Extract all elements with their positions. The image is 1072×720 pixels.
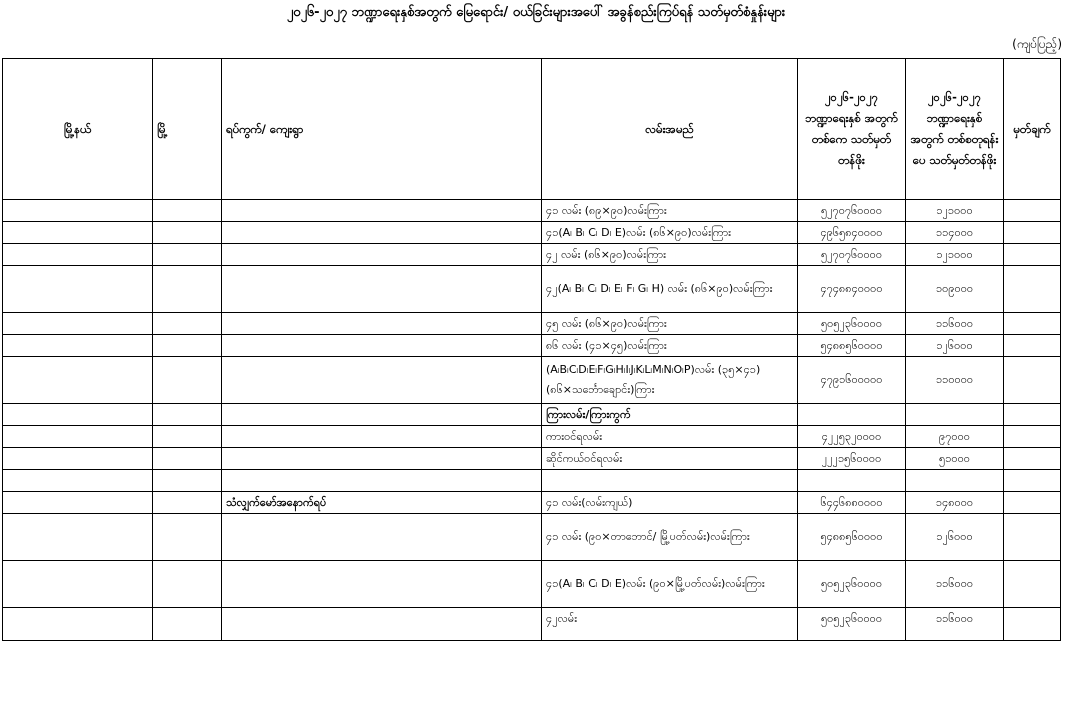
cell-value-per-unit: ၆၄၄၆၈၈၀၀၀၀ xyxy=(798,492,906,514)
cell-town xyxy=(153,404,222,426)
table-row xyxy=(3,313,1061,335)
cell-value-per-unit: ၅၂၇၀၇၆၀၀၀၀ xyxy=(798,244,906,266)
table-row xyxy=(3,448,1061,470)
cell-street: ကားဝင်ရလမ်း xyxy=(542,426,798,448)
header-town: မြို့ xyxy=(153,59,222,200)
cell-value-per-unit: ၅၀၅၂၃၆၀၀၀၀ xyxy=(798,608,906,641)
cell-street: ၈၆ လမ်း (၄၁×၄၅)လမ်းကြား xyxy=(542,335,798,357)
cell-ward xyxy=(222,357,542,404)
header-value-per-unit: ၂၀၂၆-၂၀၂၇ ဘဏ္ဍာရေးနှစ် အတွက် တစ်ကေ သတ်မှတ်တန်ဖိုး xyxy=(798,59,906,200)
cell-value-per-sqft: ၁၁၀၀၀၀ xyxy=(906,357,1004,404)
cell-value-per-sqft xyxy=(906,470,1004,492)
cell-value-per-sqft xyxy=(906,404,1004,426)
cell-value-per-sqft: ၁၀၉၀၀၀ xyxy=(906,266,1004,313)
cell-value-per-sqft: ၁၁၆၀၀၀ xyxy=(906,608,1004,641)
table-row xyxy=(3,514,1061,561)
cell-town xyxy=(153,448,222,470)
cell-remark xyxy=(1004,200,1061,222)
cell-value-per-unit: ၄၂၂၅၃၂၀၀၀၀ xyxy=(798,426,906,448)
cell-street: ၄၂(A၊ B၊ C၊ D၊ E၊ F၊ G၊ H) လမ်း (၈၆×၉၀)လမ်းကြား xyxy=(542,266,798,313)
cell-town xyxy=(153,244,222,266)
cell-remark xyxy=(1004,357,1061,404)
cell-township xyxy=(3,313,153,335)
cell-remark xyxy=(1004,335,1061,357)
cell-value-per-unit xyxy=(798,404,906,426)
cell-township xyxy=(3,222,153,244)
cell-remark xyxy=(1004,492,1061,514)
table-row xyxy=(3,561,1061,608)
cell-value-per-sqft: ၅၁၀၀၀ xyxy=(906,448,1004,470)
cell-ward: သံလျှက်မော်အနောက်ရပ် xyxy=(222,492,542,514)
cell-remark xyxy=(1004,404,1061,426)
cell-ward xyxy=(222,426,542,448)
cell-township xyxy=(3,561,153,608)
cell-value-per-sqft: ၁၂၁၀၀၀ xyxy=(906,200,1004,222)
table-row xyxy=(3,244,1061,266)
land-value-table xyxy=(2,58,1061,641)
cell-street: ၄၁ လမ်း (၉၀×တာဘောင်/ မြို့ပတ်လမ်း)လမ်းကြား xyxy=(542,514,798,561)
cell-ward xyxy=(222,313,542,335)
cell-remark xyxy=(1004,514,1061,561)
cell-town xyxy=(153,514,222,561)
cell-remark xyxy=(1004,608,1061,641)
cell-township xyxy=(3,266,153,313)
cell-town xyxy=(153,313,222,335)
header-ward: ရပ်ကွက်/ ကျေးရွာ xyxy=(222,59,542,200)
cell-remark xyxy=(1004,222,1061,244)
cell-ward xyxy=(222,335,542,357)
cell-ward xyxy=(222,561,542,608)
cell-ward xyxy=(222,200,542,222)
header-street: လမ်းအမည် xyxy=(542,59,798,200)
cell-street: (A၊B၊C၊D၊E၊F၊G၊H၊I၊J၊K၊L၊M၊N၊O၊P)လမ်း (၃၅×၄၁)(၈၆×သင်္ဘောချောင်း)ကြား xyxy=(542,357,798,404)
header-remark: မှတ်ချက် xyxy=(1004,59,1061,200)
header-value-per-sqft: ၂၀၂၆-၂၀၂၇ ဘဏ္ဍာရေးနှစ် အတွက် တစ်စတုရန်းပေ သတ်မှတ်တန်ဖိုး xyxy=(906,59,1004,200)
cell-value-per-sqft: ၁၂၁၀၀၀ xyxy=(906,244,1004,266)
cell-remark xyxy=(1004,470,1061,492)
cell-street: ၄၁ လမ်း (၈၉×၉၀)လမ်းကြား xyxy=(542,200,798,222)
cell-township xyxy=(3,244,153,266)
cell-township xyxy=(3,492,153,514)
cell-town xyxy=(153,561,222,608)
cell-town xyxy=(153,492,222,514)
cell-street: ၄၂ လမ်း (၈၆×၉၀)လမ်းကြား xyxy=(542,244,798,266)
cell-value-per-unit xyxy=(798,470,906,492)
table-row xyxy=(3,222,1061,244)
header-row xyxy=(3,59,1061,200)
cell-town xyxy=(153,357,222,404)
table-row xyxy=(3,266,1061,313)
cell-ward xyxy=(222,244,542,266)
cell-township xyxy=(3,608,153,641)
cell-street: ၄၁(A၊ B၊ C၊ D၊ E)လမ်း (၉၀×မြို့ပတ်လမ်း)လမ်းကြား xyxy=(542,561,798,608)
cell-street: ၄၂လမ်း xyxy=(542,608,798,641)
table-row xyxy=(3,357,1061,404)
cell-township xyxy=(3,404,153,426)
table-row xyxy=(3,470,1061,492)
table-row xyxy=(3,492,1061,514)
cell-street-subheading: ကြားလမ်း/ကြားကွက် xyxy=(542,404,798,426)
cell-value-per-unit: ၄၉၆၅၈၄၀၀၀၀ xyxy=(798,222,906,244)
cell-remark xyxy=(1004,313,1061,335)
cell-town xyxy=(153,266,222,313)
table-row xyxy=(3,335,1061,357)
table-row xyxy=(3,404,1061,426)
cell-value-per-unit: ၄၇၉၁၆၀၀၀၀၀ xyxy=(798,357,906,404)
cell-ward xyxy=(222,514,542,561)
document-title: ၂၀၂၆-၂၀၂၇ ဘဏ္ဍာရေးနှစ်အတွက် မြေရောင်း/ ဝယ်ခြင်းများအပေါ် အခွန်စည်းကြပ်ရန် သတ်မှတ်စံနှုန်းများ xyxy=(286,5,786,20)
cell-township xyxy=(3,514,153,561)
cell-township xyxy=(3,357,153,404)
cell-ward xyxy=(222,448,542,470)
cell-value-per-sqft: ၁၄၈၀၀၀ xyxy=(906,492,1004,514)
cell-street: ၄၁ လမ်း(လမ်းကျယ်) xyxy=(542,492,798,514)
cell-value-per-unit: ၄၇၄၈၈၄၀၀၀၀ xyxy=(798,266,906,313)
cell-value-per-unit: ၅၄၈၈၅၆၀၀၀၀ xyxy=(798,514,906,561)
cell-township xyxy=(3,470,153,492)
table-row xyxy=(3,608,1061,641)
cell-street: ဆိုင်ကယ်ဝင်ရလမ်း xyxy=(542,448,798,470)
cell-town xyxy=(153,608,222,641)
cell-value-per-unit: ၅၀၅၂၃၆၀၀၀၀ xyxy=(798,561,906,608)
table-row xyxy=(3,426,1061,448)
cell-value-per-sqft: ၁၂၆၀၀၀ xyxy=(906,514,1004,561)
cell-town xyxy=(153,426,222,448)
cell-value-per-sqft: ၁၁၆၀၀၀ xyxy=(906,561,1004,608)
cell-township xyxy=(3,426,153,448)
cell-remark xyxy=(1004,266,1061,313)
cell-township xyxy=(3,448,153,470)
cell-remark xyxy=(1004,448,1061,470)
cell-ward xyxy=(222,404,542,426)
cell-value-per-unit: ၅၄၈၈၅၆၀၀၀၀ xyxy=(798,335,906,357)
cell-town xyxy=(153,200,222,222)
cell-township xyxy=(3,335,153,357)
cell-value-per-sqft: ၁၂၆၀၀၀ xyxy=(906,335,1004,357)
cell-remark xyxy=(1004,561,1061,608)
unit-note: (ကျပ်ပြည့်) xyxy=(1012,37,1062,51)
cell-ward xyxy=(222,470,542,492)
table-row xyxy=(3,200,1061,222)
cell-value-per-unit: ၅၀၅၂၃၆၀၀၀၀ xyxy=(798,313,906,335)
header-township: မြို့နယ် xyxy=(3,59,153,200)
cell-street xyxy=(542,470,798,492)
cell-ward xyxy=(222,266,542,313)
cell-value-per-sqft: ၁၁၄၀၀၀ xyxy=(906,222,1004,244)
cell-town xyxy=(153,470,222,492)
cell-remark xyxy=(1004,426,1061,448)
cell-value-per-unit: ၅၂၇၀၇၆၀၀၀၀ xyxy=(798,200,906,222)
cell-street: ၄၁(A၊ B၊ C၊ D၊ E)လမ်း (၈၆×၉၀)လမ်းကြား xyxy=(542,222,798,244)
cell-town xyxy=(153,222,222,244)
cell-street: ၄၅ လမ်း (၈၆×၉၀)လမ်းကြား xyxy=(542,313,798,335)
cell-township xyxy=(3,200,153,222)
cell-town xyxy=(153,335,222,357)
cell-ward xyxy=(222,608,542,641)
cell-remark xyxy=(1004,244,1061,266)
cell-value-per-unit: ၂၂၂၁၅၆၀၀၀၀ xyxy=(798,448,906,470)
cell-ward xyxy=(222,222,542,244)
cell-value-per-sqft: ၁၁၆၀၀၀ xyxy=(906,313,1004,335)
cell-value-per-sqft: ၉၇၀၀၀ xyxy=(906,426,1004,448)
